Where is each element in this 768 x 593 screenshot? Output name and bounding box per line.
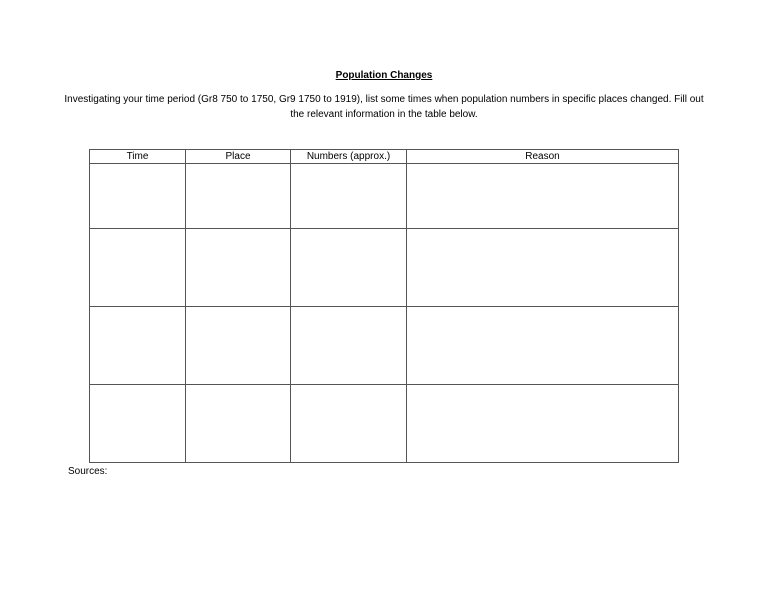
cell-time[interactable] — [90, 229, 186, 307]
cell-time[interactable] — [90, 164, 186, 229]
population-table — [89, 149, 679, 463]
cell-time[interactable] — [90, 307, 186, 385]
cell-place[interactable] — [186, 164, 291, 229]
header-reason: Reason — [407, 150, 679, 164]
table-row — [90, 164, 679, 229]
page-title: Population Changes — [335, 70, 433, 81]
cell-reason[interactable] — [407, 229, 679, 307]
table-row — [90, 385, 679, 463]
cell-reason[interactable] — [407, 164, 679, 229]
header-numbers: Numbers (approx.) — [291, 150, 407, 164]
instructions: Investigating your time period (Gr8 750 to 1750, Gr9 1750 to 1919), list some times when population numbers in specific places changed. Fill out the relevant information in the table below. — [64, 94, 704, 120]
table-row — [90, 229, 679, 307]
cell-numbers[interactable] — [291, 307, 407, 385]
cell-numbers[interactable] — [291, 385, 407, 463]
cell-numbers[interactable] — [291, 164, 407, 229]
header-time: Time — [90, 150, 186, 164]
sources-label: Sources: — [68, 466, 108, 477]
cell-numbers[interactable] — [291, 229, 407, 307]
cell-place[interactable] — [186, 229, 291, 307]
cell-time[interactable] — [90, 385, 186, 463]
cell-place[interactable] — [186, 385, 291, 463]
header-place: Place — [186, 150, 291, 164]
cell-reason[interactable] — [407, 307, 679, 385]
table-row — [90, 307, 679, 385]
cell-place[interactable] — [186, 307, 291, 385]
cell-reason[interactable] — [407, 385, 679, 463]
table-header-row — [90, 150, 679, 164]
